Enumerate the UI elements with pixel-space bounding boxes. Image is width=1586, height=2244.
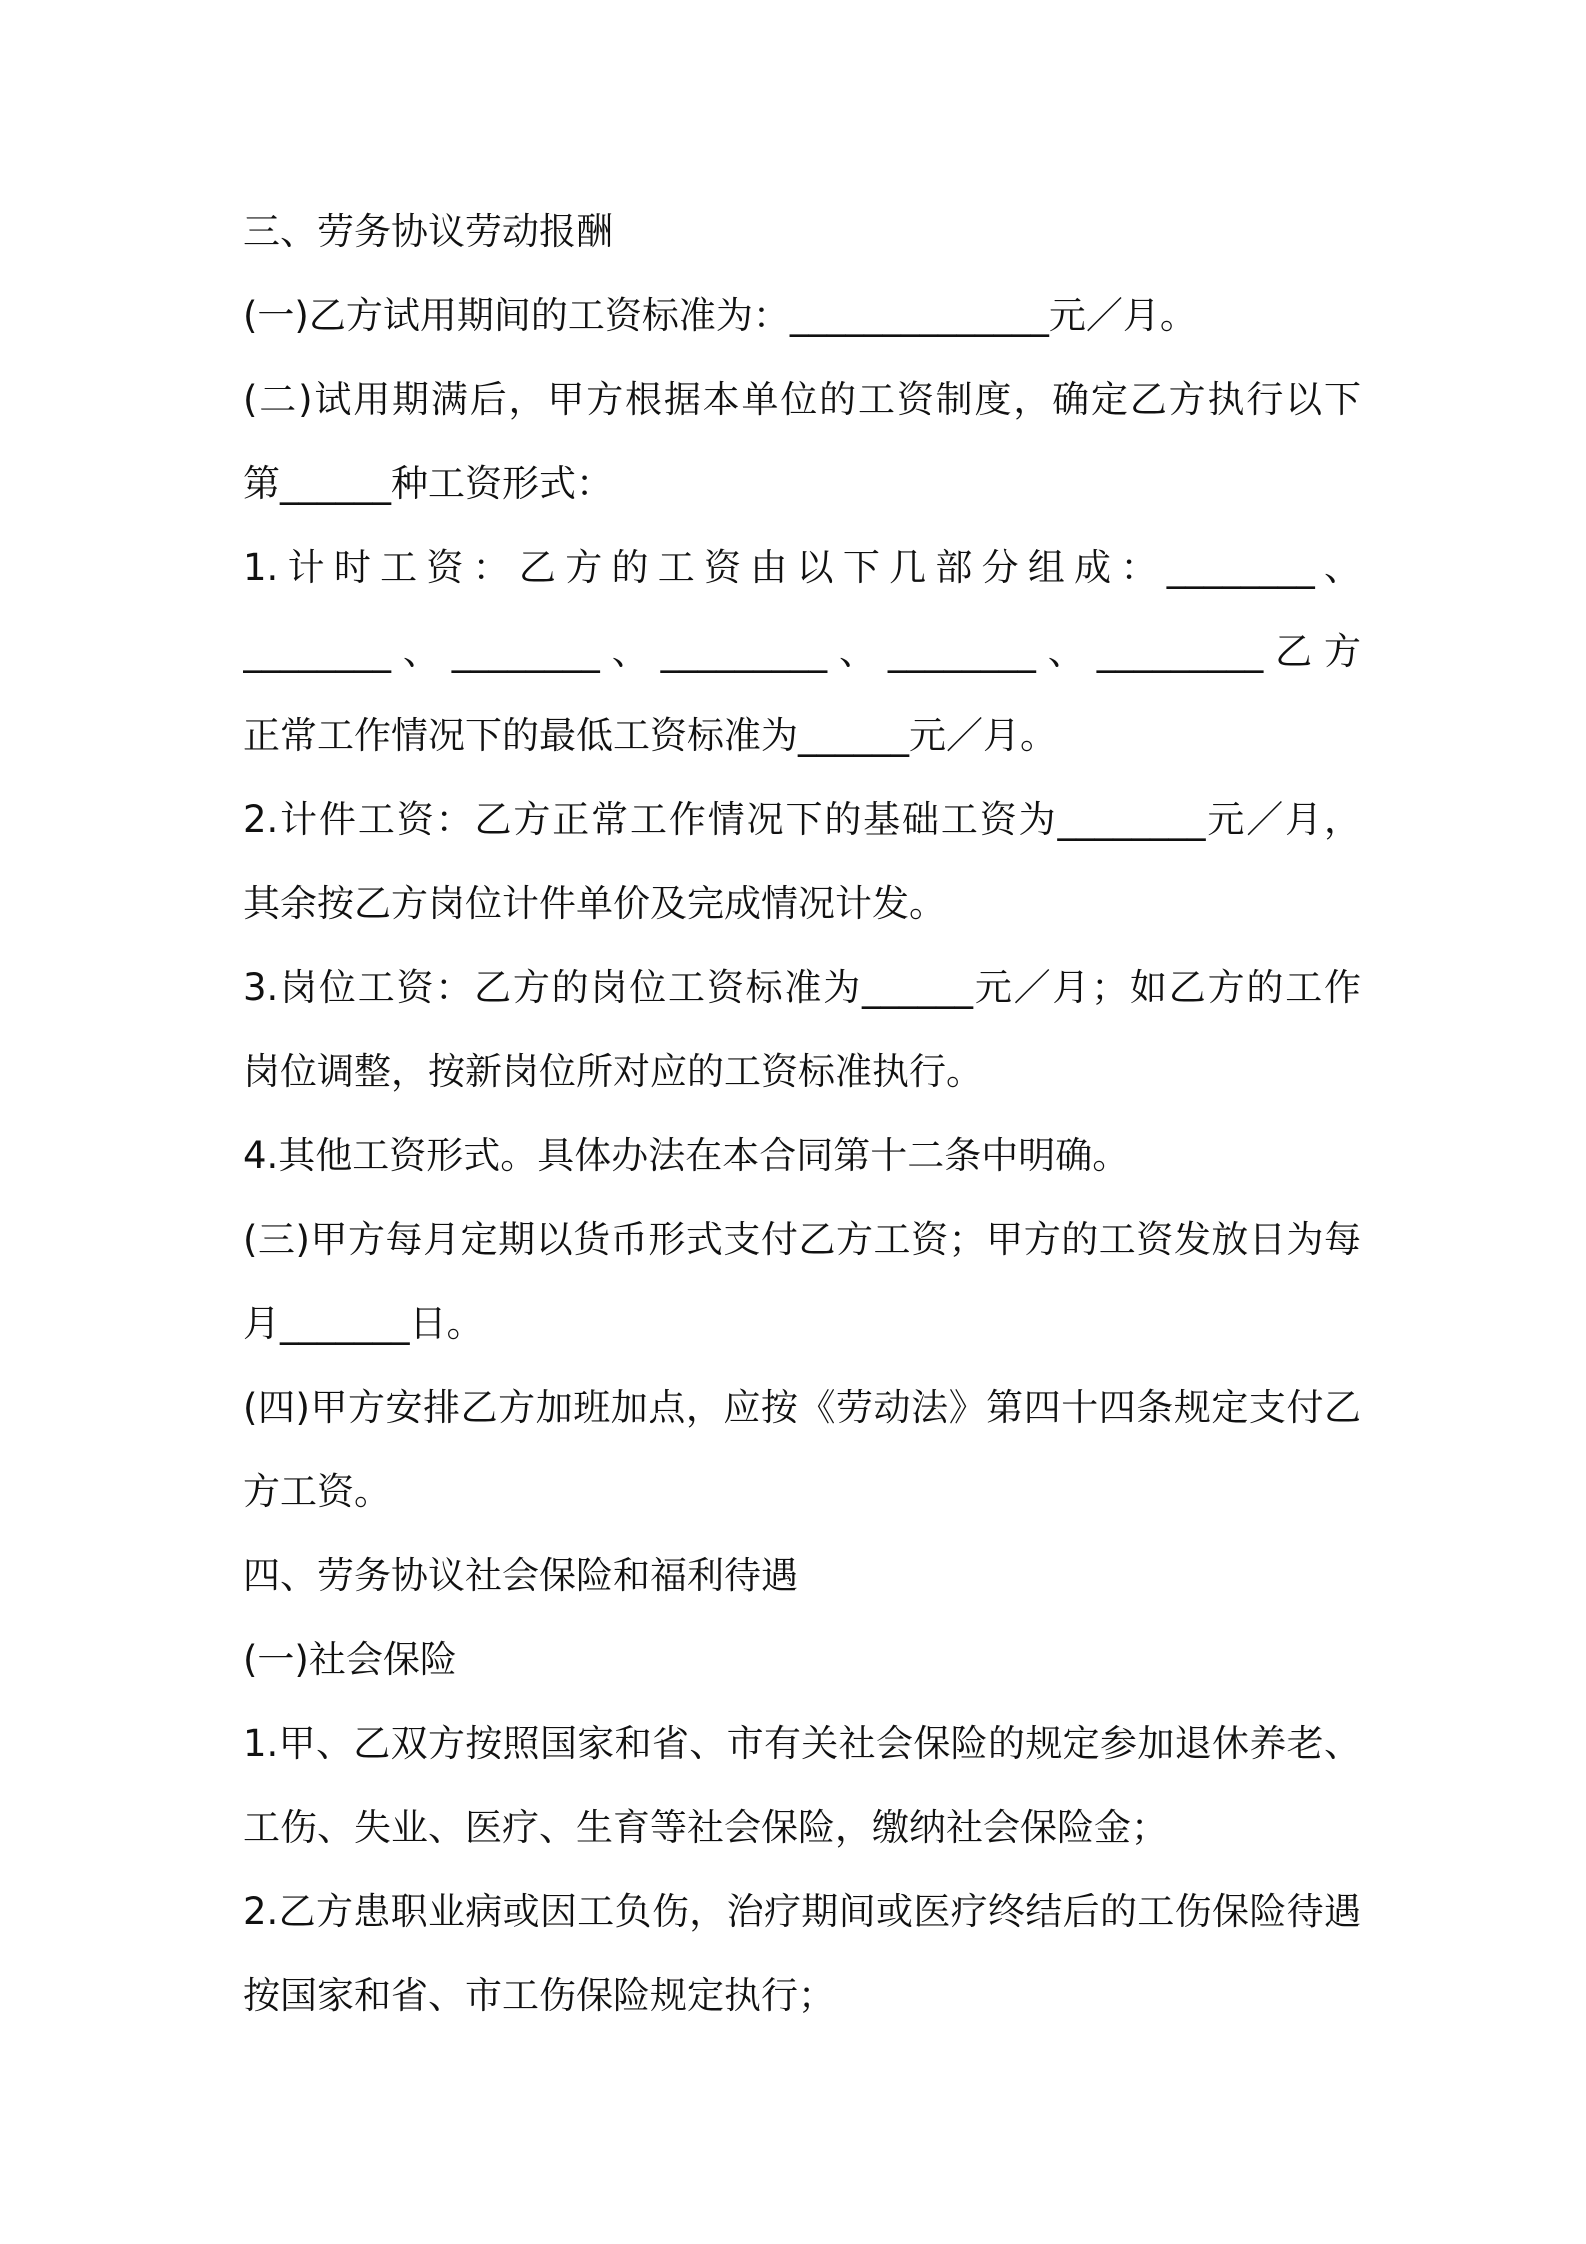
paragraph-line: 其余按乙方岗位计件单价及完成情况计发。 <box>243 882 946 925</box>
section-heading-3: 三、劳务协议劳动报酬 <box>243 210 613 253</box>
paragraph-line: 2.乙方患职业病或因工负伤，治疗期间或医疗终结后的工伤保险待遇 <box>243 1890 1361 1933</box>
paragraph-line: 方工资。 <box>243 1470 391 1513</box>
paragraph-line: 正常工作情况下的最低工资标准为______元／月。 <box>243 714 1057 757</box>
paragraph-line: 3.岗位工资：乙方的岗位工资标准为______元／月；如乙方的工作 <box>243 966 1361 1009</box>
paragraph-line: 按国家和省、市工伤保险规定执行； <box>243 1974 835 2017</box>
paragraph-line: (二)试用期满后，甲方根据本单位的工资制度，确定乙方执行以下 <box>243 378 1361 421</box>
paragraph-line: 第______种工资形式： <box>243 462 613 505</box>
paragraph-line: 岗位调整，按新岗位所对应的工资标准执行。 <box>243 1050 983 1093</box>
paragraph-line: 工伤、失业、医疗、生育等社会保险，缴纳社会保险金； <box>243 1806 1168 1849</box>
subsection-heading: (一)社会保险 <box>243 1638 457 1681</box>
paragraph-line: (四)甲方安排乙方加班加点，应按《劳动法》第四十四条规定支付乙 <box>243 1386 1361 1429</box>
paragraph-line: 1.计时工资：乙方的工资由以下几部分组成：________、 <box>243 546 1361 589</box>
paragraph-line: 2.计件工资：乙方正常工作情况下的基础工资为________元／月， <box>243 798 1361 841</box>
paragraph-line: (一)乙方试用期间的工资标准为：______________元／月。 <box>243 294 1197 337</box>
paragraph-line: 4.其他工资形式。具体办法在本合同第十二条中明确。 <box>243 1134 1130 1177</box>
paragraph-line: 1.甲、乙双方按照国家和省、市有关社会保险的规定参加退休养老、 <box>243 1722 1361 1765</box>
section-heading-4: 四、劳务协议社会保险和福利待遇 <box>243 1554 798 1597</box>
paragraph-line: (三)甲方每月定期以货币形式支付乙方工资；甲方的工资发放日为每 <box>243 1218 1361 1261</box>
paragraph-line: ________、________、_________、________、_________乙方 <box>243 630 1361 673</box>
document-body <box>243 190 1361 2038</box>
paragraph-line: 月_______日。 <box>243 1302 484 1345</box>
